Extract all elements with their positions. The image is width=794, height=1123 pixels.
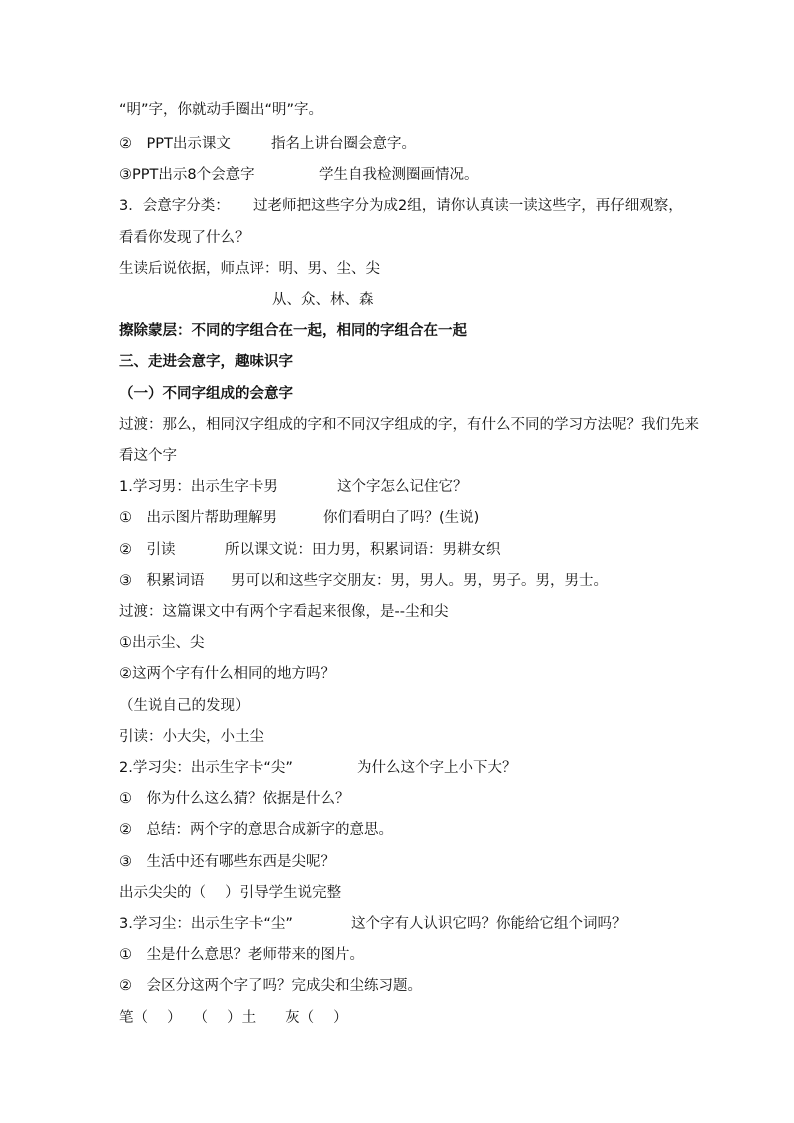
text-line: ① 尘是什么意思？老师带来的图片。 — [119, 947, 364, 963]
text-line: 生读后说依据，师点评：明、男、尘、尖 — [119, 261, 380, 277]
text-line: ② 会区分这两个字了吗？完成尖和尘练习题。 — [119, 978, 422, 994]
text-line: 引读：小大尖，小土尘 — [119, 729, 264, 745]
exercise-line: 笔（ ） （ ）土 灰（ ） — [119, 1010, 348, 1026]
text-line: ③PPT出示8个会意字 学生自我检测圈画情况。 — [119, 167, 479, 183]
text-line: 1.学习男：出示生字卡男 这个字怎么记住它？ — [119, 479, 468, 495]
text-line: ③ 生活中还有哪些东西是尖呢？ — [119, 854, 335, 870]
text-line: ① 你为什么这么猜？依据是什么？ — [119, 791, 350, 807]
text-line: （生说自己的发现） — [119, 698, 250, 714]
text-line: 出示尖尖的（ ）引导学生说完整 — [119, 885, 342, 901]
text-line: ③ 积累词语 男可以和这些字交朋友：男，男人。男，男子。男，男士。 — [119, 573, 608, 589]
text-line: ② 总结：两个字的意思合成新字的意思。 — [119, 822, 393, 838]
text-line: ① 出示图片帮助理解男 你们看明白了吗？(生说) — [119, 510, 480, 526]
text-line: 3.学习尘：出示生字卡“尘” 这个字有人认识它吗？你能给它组个词吗？ — [119, 916, 627, 932]
section-heading: 三、走进会意字，趣味识字 — [119, 354, 293, 370]
text-line: “明”字，你就动手圈出“明”字。 — [119, 102, 324, 118]
text-line: 过渡：这篇课文中有两个字看起来很像，是--尘和尖 — [119, 604, 449, 620]
text-line: 擦除蒙层：不同的字组合在一起，相同的字组合在一起 — [119, 323, 467, 339]
text-line: 2.学习尖：出示生字卡“尖” 为什么这个字上小下大？ — [119, 760, 517, 776]
text-line: ② PPT出示课文 指名上讲台圈会意字。 — [119, 136, 416, 152]
text-line: 看看你发现了什么？ — [119, 230, 250, 246]
text-line: 从、众、林、森 — [272, 292, 374, 308]
subsection-heading: （一）不同字组成的会意字 — [119, 386, 293, 402]
text-line: 看这个字 — [119, 448, 177, 464]
text-line: 过渡：那么，相同汉字组成的字和不同汉字组成的字，有什么不同的学习方法呢？我们先来 — [119, 417, 699, 433]
text-line: ②这两个字有什么相同的地方吗？ — [119, 666, 335, 682]
text-line: ② 引读 所以课文说：田力男，积累词语：男耕女织 — [119, 542, 501, 558]
text-line: 3．会意字分类： 过老师把这些字分为成2组，请你认真读一读这些字，再仔细观察， — [119, 198, 683, 214]
text-line: ①出示尘、尖 — [119, 635, 205, 651]
